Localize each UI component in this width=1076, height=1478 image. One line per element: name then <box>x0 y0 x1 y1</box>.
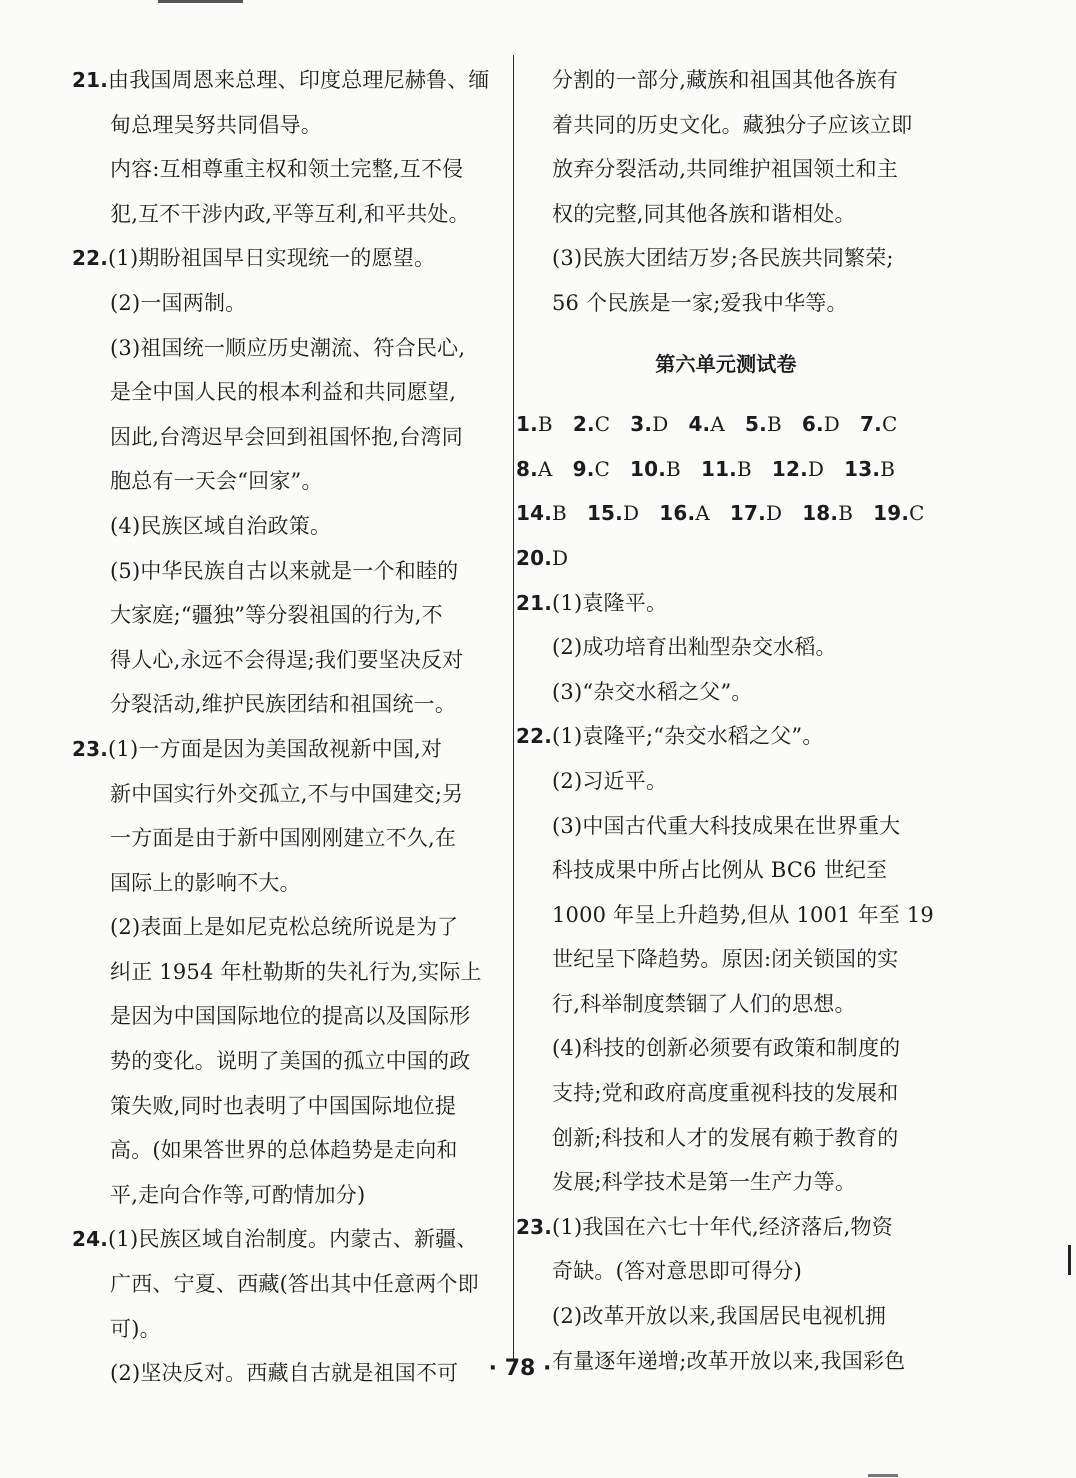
text-line: 分割的一部分,藏族和祖国其他各族有 <box>552 68 899 92</box>
answer-letter: D <box>552 545 569 570</box>
answer-item <box>587 491 639 536</box>
right-column-answers <box>516 581 936 1384</box>
line-text: 创新;科技和人才的发展有赖于教育的 <box>552 1125 899 1150</box>
line-text: (2)成功培育出籼型杂交水稻。 <box>552 635 837 660</box>
line-text: (2)表面上是如尼克松总统所说是为了 <box>110 915 459 940</box>
line-text: 甸总理吴努共同倡导。 <box>110 112 322 137</box>
line-text: 广西、宁夏、西藏(答出其中任意两个即 <box>110 1272 479 1297</box>
text-line <box>516 581 936 626</box>
question-number: 21. <box>72 68 109 92</box>
text-line <box>72 103 492 148</box>
answer-letter: D <box>622 501 640 526</box>
bottom-mark <box>868 1474 898 1477</box>
text-line: 56 个民族是一家;爱我中华等。 <box>552 290 848 315</box>
text-line <box>72 1128 492 1173</box>
text-line <box>72 861 492 906</box>
line-text: 新中国实行外交孤立,不与中国建交;另 <box>110 781 464 806</box>
answer-item <box>573 402 610 447</box>
line-text: 纠正 1954 年杜勒斯的失礼行为,实际上 <box>110 959 482 984</box>
text-line <box>72 1084 492 1129</box>
answer-letter: B <box>552 501 567 526</box>
text-line: 着共同的历史文化。藏独分子应该立即 <box>552 112 913 137</box>
answer-letter: C <box>594 456 611 481</box>
text-line <box>516 625 936 670</box>
line-text: (3)中国古代重大科技成果在世界重大 <box>552 813 901 838</box>
top-rule <box>158 0 243 3</box>
answer-item <box>688 402 725 447</box>
line-text: 是因为中国国际地位的提高以及国际形 <box>110 1004 471 1029</box>
answer-number: 13. <box>844 456 881 481</box>
text-line <box>516 1205 936 1250</box>
line-text: 行,科举制度禁锢了人们的思想。 <box>552 991 856 1016</box>
line-text: (1)袁隆平;“杂交水稻之父”。 <box>552 724 824 749</box>
text-line <box>516 714 936 759</box>
answer-letter: B <box>838 501 854 526</box>
text-line <box>516 893 936 938</box>
text-line <box>72 816 492 861</box>
answer-number: 12. <box>771 456 808 481</box>
answer-letter: B <box>880 456 896 481</box>
line-text: 得人心,永远不会得逞;我们要坚决反对 <box>110 647 464 672</box>
line-text: (2)改革开放以来,我国居民电视机拥 <box>552 1304 887 1329</box>
choice-answers <box>516 402 936 580</box>
answer-letter: B <box>537 412 553 437</box>
line-text: 一方面是由于新中国刚刚建立不久,在 <box>110 826 457 851</box>
section-title: 第六单元测试卷 <box>655 351 797 376</box>
line-text: 大家庭;“疆独”等分裂祖国的行为,不 <box>110 603 443 628</box>
text-line <box>72 638 492 683</box>
answer-item <box>573 447 610 492</box>
answer-item <box>516 491 567 536</box>
column-divider <box>513 55 514 1360</box>
line-text: 是全中国人民的根本利益和共同愿望, <box>110 380 457 405</box>
answer-item <box>659 491 710 536</box>
answer-item <box>516 447 553 492</box>
line-text: (4)民族区域自治政策。 <box>110 513 332 538</box>
answer-row <box>516 491 936 536</box>
answer-letter: C <box>909 501 925 526</box>
question-number: 24. <box>72 1227 109 1252</box>
line-text: (2)坚决反对。西藏自古就是祖国不可 <box>110 1361 459 1386</box>
text-line <box>72 905 492 950</box>
answer-letter: C <box>594 412 611 437</box>
answer-number: 5. <box>745 412 767 437</box>
answer-letter: C <box>881 412 898 437</box>
answer-number: 11. <box>700 456 737 481</box>
text-line <box>516 804 936 849</box>
line-text: (3)“杂交水稻之父”。 <box>552 679 753 704</box>
text-line <box>72 994 492 1039</box>
text-line <box>72 727 492 772</box>
text-line <box>516 1116 936 1161</box>
line-text: 有量逐年递增;改革开放以来,我国彩色 <box>552 1348 906 1373</box>
text-line <box>72 1262 492 1307</box>
line-text: 1000 年呈上升趋势,但从 1001 年至 19 <box>552 902 934 927</box>
line-text: 势的变化。说明了美国的孤立中国的政 <box>110 1049 471 1074</box>
line-text: (1)袁隆平。 <box>552 590 668 615</box>
line-text: (4)科技的创新必须要有政策和制度的 <box>552 1036 901 1061</box>
answer-letter: A <box>537 456 553 481</box>
text-line <box>516 670 936 715</box>
answer-item <box>860 402 897 447</box>
line-text: 发展;科学技术是第一生产力等。 <box>552 1170 857 1195</box>
answer-number: 9. <box>572 456 595 481</box>
line-text: 由我国周恩来总理、印度总理尼赫鲁、缅 <box>108 68 490 92</box>
text-line <box>516 982 936 1027</box>
answer-letter: B <box>766 412 782 437</box>
text-line <box>72 1307 492 1352</box>
text-line <box>72 58 492 103</box>
answer-number: 16. <box>659 501 696 526</box>
line-text: (1)一方面是因为美国敌视新中国,对 <box>108 736 443 761</box>
text-line: 放弃分裂活动,共同维护祖国领土和主 <box>552 157 899 182</box>
line-text: 因此,台湾迟早会回到祖国怀抱,台湾同 <box>110 424 463 449</box>
text-line <box>516 1294 936 1339</box>
text-line: 权的完整,同其他各族和谐相处。 <box>552 201 856 226</box>
answer-letter: D <box>807 456 825 481</box>
answer-number: 6. <box>801 412 824 437</box>
line-text: 奇缺。(答对意思即可得分) <box>552 1259 802 1284</box>
text-line <box>72 950 492 995</box>
answer-item <box>630 402 668 447</box>
answer-number: 1. <box>516 412 538 437</box>
line-text: (5)中华民族自古以来就是一个和睦的 <box>110 558 459 583</box>
line-text: 分裂活动,维护民族团结和祖国统一。 <box>110 692 457 717</box>
text-line <box>72 236 492 281</box>
line-text: 平,走向合作等,可酌情加分) <box>110 1182 366 1207</box>
line-text: 胞总有一天会“回家”。 <box>110 469 323 494</box>
text-line <box>516 759 936 804</box>
line-text: (3)祖国统一顺应历史潮流、符合民心, <box>110 335 466 360</box>
line-text: 国际上的影响不大。 <box>110 870 301 895</box>
answer-item <box>516 536 568 581</box>
answer-number: 7. <box>860 412 882 437</box>
question-number: 22. <box>72 246 109 271</box>
question-number: 22. <box>516 724 553 749</box>
line-text: 科技成果中所占比例从 BC6 世纪至 <box>552 858 888 883</box>
answer-letter: B <box>736 456 752 481</box>
answer-item <box>701 447 752 492</box>
answer-letter: A <box>710 412 726 437</box>
question-number: 21. <box>516 590 553 615</box>
text-line <box>72 147 492 192</box>
text-line <box>72 1173 492 1218</box>
answer-number: 8. <box>516 456 538 481</box>
answer-letter: D <box>652 412 669 437</box>
line-text: (1)民族区域自治制度。内蒙古、新疆、 <box>108 1227 478 1252</box>
answer-number: 4. <box>688 412 711 437</box>
question-number: 23. <box>516 1214 553 1239</box>
answer-item <box>745 402 782 447</box>
text-line <box>72 1217 492 1262</box>
left-column <box>72 58 492 1396</box>
text-line <box>72 504 492 549</box>
text-line <box>516 1026 936 1071</box>
edge-mark <box>1068 1245 1071 1275</box>
answer-item <box>844 447 895 492</box>
right-column <box>516 58 936 1383</box>
answer-number: 18. <box>802 501 839 526</box>
answer-item <box>802 491 853 536</box>
line-text: 可)。 <box>110 1316 161 1341</box>
text-line <box>72 415 492 460</box>
line-text: 犯,互不干涉内政,平等互利,和平共处。 <box>110 201 470 226</box>
answer-row <box>516 536 936 581</box>
text-line <box>72 593 492 638</box>
answer-number: 17. <box>729 501 766 526</box>
answer-item <box>873 491 925 536</box>
answer-letter: D <box>823 412 841 437</box>
right-column-continuation <box>516 58 936 326</box>
text-line <box>72 326 492 371</box>
text-line <box>72 192 492 237</box>
line-text: 内容:互相尊重主权和领土完整,互不侵 <box>110 157 464 182</box>
text-line <box>72 281 492 326</box>
text-line <box>516 1160 936 1205</box>
text-line <box>72 549 492 594</box>
answer-number: 10. <box>630 456 667 481</box>
answer-item <box>516 402 553 447</box>
answer-number: 14. <box>516 501 553 526</box>
question-number: 23. <box>72 736 109 761</box>
answer-row <box>516 447 936 492</box>
line-text: (2)习近平。 <box>552 768 668 793</box>
line-text: 策失败,同时也表明了中国国际地位提 <box>110 1093 457 1118</box>
answer-item <box>802 402 840 447</box>
text-line <box>516 1071 936 1116</box>
text-line <box>72 772 492 817</box>
answer-item <box>630 447 681 492</box>
answer-item <box>730 491 782 536</box>
line-text: (1)期盼祖国早日实现统一的愿望。 <box>108 246 436 271</box>
answer-number: 15. <box>586 501 623 526</box>
text-line <box>72 459 492 504</box>
line-text: 支持;党和政府高度重视科技的发展和 <box>552 1081 899 1106</box>
text-line: (3)民族大团结万岁;各民族共同繁荣; <box>552 246 894 271</box>
text-line <box>72 682 492 727</box>
answer-number: 20. <box>516 545 553 570</box>
text-line <box>72 370 492 415</box>
answer-number: 3. <box>630 412 653 437</box>
answer-item <box>772 447 824 492</box>
text-line <box>516 848 936 893</box>
line-text: (1)我国在六七十年代,经济落后,物资 <box>552 1214 893 1239</box>
answer-letter: D <box>765 501 783 526</box>
text-line <box>516 1249 936 1294</box>
text-line <box>72 1039 492 1084</box>
answer-letter: A <box>695 501 710 526</box>
answer-row <box>516 402 936 447</box>
answer-number: 2. <box>572 412 595 437</box>
page-number: · 78 · <box>488 1356 552 1381</box>
answer-number: 19. <box>873 501 910 526</box>
answer-letter: B <box>666 456 681 481</box>
line-text: 高。(如果答世界的总体趋势是走向和 <box>110 1138 458 1163</box>
text-line <box>516 937 936 982</box>
line-text: (2)一国两制。 <box>110 290 247 315</box>
line-text: 世纪呈下降趋势。原因:闭关锁国的实 <box>552 947 899 972</box>
